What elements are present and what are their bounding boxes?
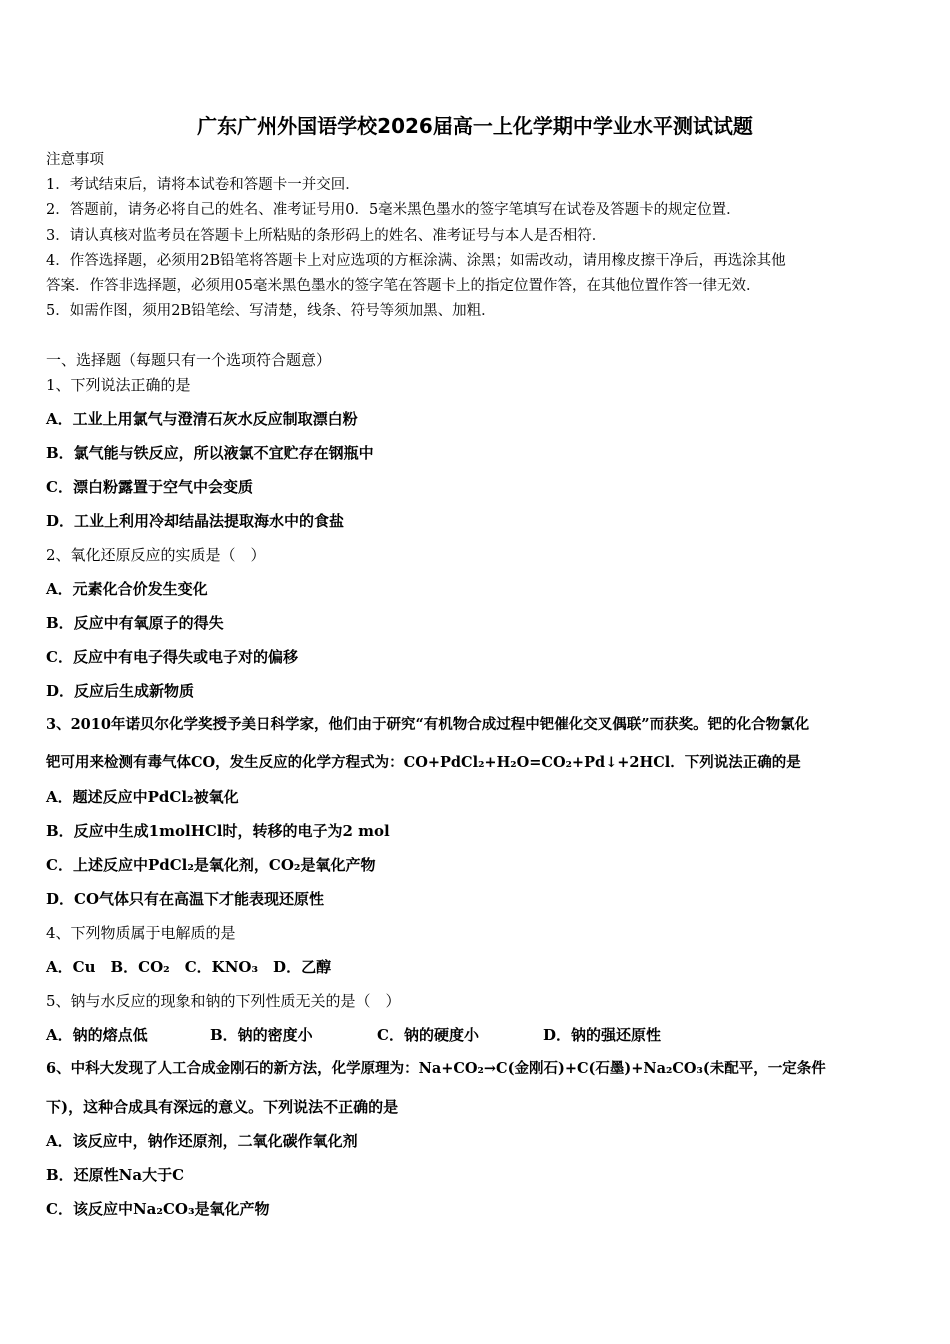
- question-4-options: A．Cu B．CO₂ C．KNO₃ D．乙醇: [46, 958, 332, 976]
- section-heading: 一、选择题（每题只有一个选项符合题意）: [46, 351, 332, 369]
- note-item: 3．请认真核对监考员在答题卡上所粘贴的条形码上的姓名、准考证号与本人是否相符．: [46, 228, 607, 244]
- question-6-option-a: A．该反应中，钠作还原剂，二氧化碳作氧化剂: [46, 1132, 358, 1150]
- question-5-stem: 5、钠与水反应的现象和钠的下列性质无关的是（ ）: [46, 992, 401, 1010]
- question-1-option-b: B．氯气能与铁反应，所以液氯不宜贮存在钢瓶中: [46, 444, 374, 462]
- question-3-stem: 3、2010年诺贝尔化学奖授予美日科学家，他们由于研究“有机物合成过程中钯催化交叉偶联”而获奖。钯的化合物氯化: [46, 716, 810, 733]
- question-1-option-d: D．工业上利用冷却结晶法提取海水中的食盐: [46, 512, 345, 530]
- question-6-option-c: C．该反应中Na₂CO₃是氧化产物: [46, 1200, 270, 1218]
- question-3-option-d: D．CO气体只有在高温下才能表现还原性: [46, 890, 325, 908]
- question-1-option-c: C．漂白粉露置于空气中会变质: [46, 478, 253, 496]
- question-1-option-a: A．工业上用氯气与澄清石灰水反应制取漂白粉: [46, 410, 358, 428]
- question-3-option-a: A．题述反应中PdCl₂被氧化: [46, 788, 239, 806]
- question-1-stem: 1、下列说法正确的是: [46, 376, 191, 394]
- question-5-option-d: D．钠的强还原性: [543, 1026, 662, 1044]
- question-2-option-d: D．反应后生成新物质: [46, 682, 195, 700]
- note-item: 5．如需作图，须用2B铅笔绘、写清楚，线条、符号等须加黑、加粗．: [46, 303, 496, 319]
- question-2-stem: 2、氧化还原反应的实质是（ ）: [46, 546, 266, 564]
- question-2-option-b: B．反应中有氧原子的得失: [46, 614, 224, 632]
- question-5-option-b: B．钠的密度小: [210, 1026, 313, 1044]
- question-2-option-c: C．反应中有电子得失或电子对的偏移: [46, 648, 298, 666]
- note-item: 1．考试结束后，请将本试卷和答题卡一并交回．: [46, 177, 360, 193]
- question-6-stem: 6、中科大发现了人工合成金刚石的新方法，化学原理为：Na+CO₂→C(金刚石)+C(石墨)+Na₂CO₃(未配平，一定条件: [46, 1060, 826, 1077]
- question-5-option-c: C．钠的硬度小: [377, 1026, 479, 1044]
- question-3-stem-cont: 钯可用来检测有毒气体CO，发生反应的化学方程式为：CO+PdCl₂+H₂O=CO₂+Pd↓+2HCl．下列说法正确的是: [46, 754, 801, 771]
- note-item: 答案．作答非选择题，必须用05毫米黑色墨水的签字笔在答题卡上的指定位置作答，在其他位置作答一律无效．: [46, 278, 761, 294]
- question-2-option-a: A．元素化合价发生变化: [46, 580, 208, 598]
- note-item: 2．答题前，请务必将自己的姓名、准考证号用0．5毫米黑色墨水的签字笔填写在试卷及答题卡的规定位置．: [46, 202, 741, 218]
- question-3-option-b: B．反应中生成1molHCl时，转移的电子为2 mol: [46, 822, 390, 840]
- question-5-option-a: A．钠的熔点低: [46, 1026, 148, 1044]
- notes-heading: 注意事项: [46, 152, 104, 168]
- question-6-option-b: B．还原性Na大于C: [46, 1166, 185, 1184]
- question-4-stem: 4、下列物质属于电解质的是: [46, 924, 236, 942]
- note-item: 4．作答选择题，必须用2B铅笔将答题卡上对应选项的方框涂满、涂黑；如需改动，请用橡皮擦干净后，再选涂其他: [46, 253, 786, 269]
- page-title: 广东广州外国语学校2026届高一上化学期中学业水平测试试题: [197, 114, 753, 138]
- question-6-stem-cont: 下)，这种合成具有深远的意义。下列说法不正确的是: [46, 1098, 399, 1116]
- question-3-option-c: C．上述反应中PdCl₂是氧化剂，CO₂是氧化产物: [46, 856, 376, 874]
